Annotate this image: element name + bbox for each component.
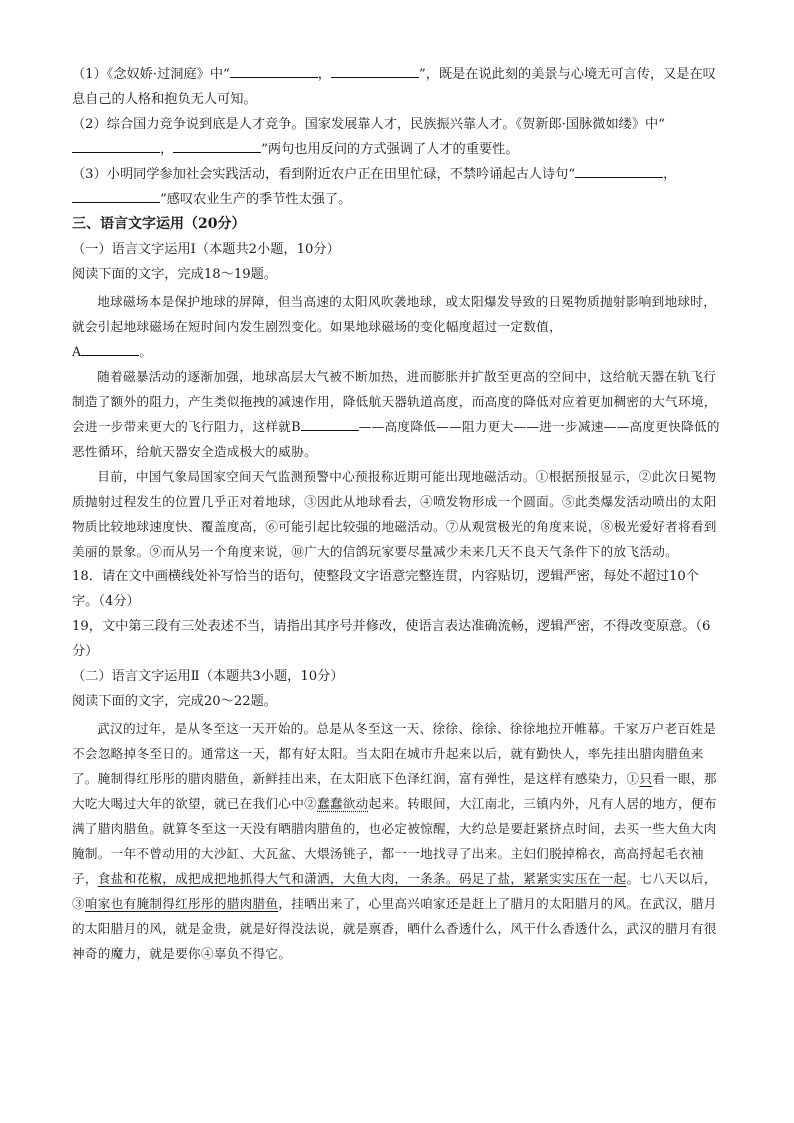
answer-blank-b[interactable] bbox=[301, 415, 359, 431]
question-19: 19，文中第三段有三处表述不当，请指出其序号并修改，使语言表达准确流畅，逻辑严密，不得改变原意。（6分） bbox=[72, 619, 711, 659]
passage-1-para-1: 地球磁场本是保护地球的屏障，但当高速的太阳风吹袭地球，或太阳爆发导致的日冕物质抛射影响到地球时，就会引起地球磁场在短时间内发生剧烈变化。如果地球磁场的变化幅度超过一定数值， bbox=[72, 294, 717, 334]
marked-word-2: 蠢蠢欲动 bbox=[317, 796, 369, 811]
question-3: （3）小明同学参加社会实践活动，看到附近农户正在田里忙碌，不禁吟诵起古人诗句“ ，”感叹农业生产的季节性太强了。 bbox=[72, 162, 722, 212]
question-2: （2）综合国力竞争说到底是人才竞争。国家发展靠人才，民族振兴靠人才。《贺新郎·国脉微如缕》中“， ”两句也用反问的方式强调了人才的重要性。 bbox=[72, 117, 665, 157]
passage-1-para-2: 随着磁暴活动的逐渐加强，地球高层大气被不断加热，进而膨胀并扩散至更高的空间中，这给航天器在轨飞行制造了额外的阻力，产生类似拖拽的减速作用，降低航天器轨道高度，而高度的降低对应着更加稠密的大气环境，会进一步带来更大的飞行阻力，这样就B ——高度降低——阻力更大——进一步减速——高度更快降低的恶性循环，给航天器安全造成极大的威胁。 bbox=[72, 369, 720, 459]
answer-blank[interactable] bbox=[575, 162, 663, 178]
passage-1-blank-a: A 。 bbox=[72, 339, 722, 364]
marked-word-1: 只 bbox=[639, 771, 653, 786]
answer-blank[interactable] bbox=[331, 62, 419, 78]
section-heading: 三、语言文字运用（20分） bbox=[72, 216, 246, 232]
part-2-heading: （二）语言文字运用Ⅱ（本题共3小题，10分） bbox=[72, 669, 344, 684]
part-2-instruction: 阅读下面的文字，完成20～22题。 bbox=[72, 694, 277, 709]
marked-sentence-3: 咱家也有腌制得红彤彤的腊肉腊鱼 bbox=[84, 896, 279, 911]
answer-blank[interactable] bbox=[72, 137, 160, 153]
passage-2: 武汉的过年，是从冬至这一天开始的。总是从冬至这一天、徐徐、徐徐、徐徐地拉开帷幕。千家万户老百姓是不会忽略掉冬至日的。通常这一天，都有好太阳。当太阳在城市升起来以后，就有勤快人，率先挂出腊肉腊鱼来了。腌制得红彤彤的腊肉腊鱼，新鲜挂出来，在太阳底下色泽红润，富有弹性，是这样有感染力，①只看一眼，那大吃大喝过大年的欲望，就已在我们心中②蠢蠢欲动起来。转眼间，大江南北，三镇内外，凡有人居的地方，便布满了腊肉腊鱼。就算冬至这一天没有晒腊肉腊鱼的，也必定被惊醒，大约总是要赶紧挤点时间，去买一些大鱼大肉腌制。一年不曾动用的大沙缸、大瓦盆、大煨汤铫子，都一一地找寻了出来。主妇们脱掉棉衣，高高捋起毛衣袖子，食盐和花椒，成把成把地抓得大气和潇洒，大鱼大肉，一条条。码足了盐，紧紧实实压在一起。七八天以后，③咱家也有腌制得红彤彤的腊肉腊鱼，挂晒出来了，心里高兴咱家还是赶上了腊月的太阳腊月的风。在武汉，腊月的太阳腊月的风，就是金贵，就是好得没法说，就是禀香，晒什么香透什么，风干什么香透什么，武汉的腊月有很神奇的魔力，就是要你④辜负不得它。 bbox=[72, 721, 717, 961]
part-1-instruction: 阅读下面的文字，完成18～19题。 bbox=[72, 267, 277, 282]
answer-blank-a[interactable] bbox=[81, 340, 139, 356]
passage-1-para-3: 目前，中国气象局国家空间天气监测预警中心预报称近期可能出现地磁活动。①根据预报显示，②此次日冕物质抛射过程发生的位置几乎正对着地球，③因此从地球看去，④喷发物形成一个圆面。⑤此类爆发活动喷出的太阳物质比较地球速度快、覆盖度高，⑥可能引起比较强的地磁活动。⑦从观赏极光的角度来说，⑧极光爱好者将看到美丽的景象。⑨而从另一个角度来说，⑩广大的信鸽玩家要尽量减少未来几天不良天气条件下的放飞活动。 bbox=[72, 469, 717, 559]
underlined-sentence: 食盐和花椒，成把成把地抓得大气和潇洒，大鱼大肉，一条条。码足了盐，紧紧实实压在一起 bbox=[97, 871, 627, 886]
answer-blank[interactable] bbox=[72, 187, 160, 203]
part-1-heading: （一）语言文字运用Ⅰ（本题共2小题，10分） bbox=[72, 242, 340, 257]
question-1: （1）《念奴娇·过洞庭》中“ ， ”，既是在说此刻的美景与心境无可言传，又是在叹息自己的人格和抱负无人可知。 bbox=[72, 62, 722, 112]
answer-blank[interactable] bbox=[230, 62, 318, 78]
question-18: 18．请在文中画横线处补写恰当的语句，使整段文字语意完整连贯，内容贴切，逻辑严密，每处不超过10个字。（4分） bbox=[72, 569, 699, 609]
marked-word-4: 辜负 bbox=[213, 946, 240, 961]
answer-blank[interactable] bbox=[173, 137, 261, 153]
